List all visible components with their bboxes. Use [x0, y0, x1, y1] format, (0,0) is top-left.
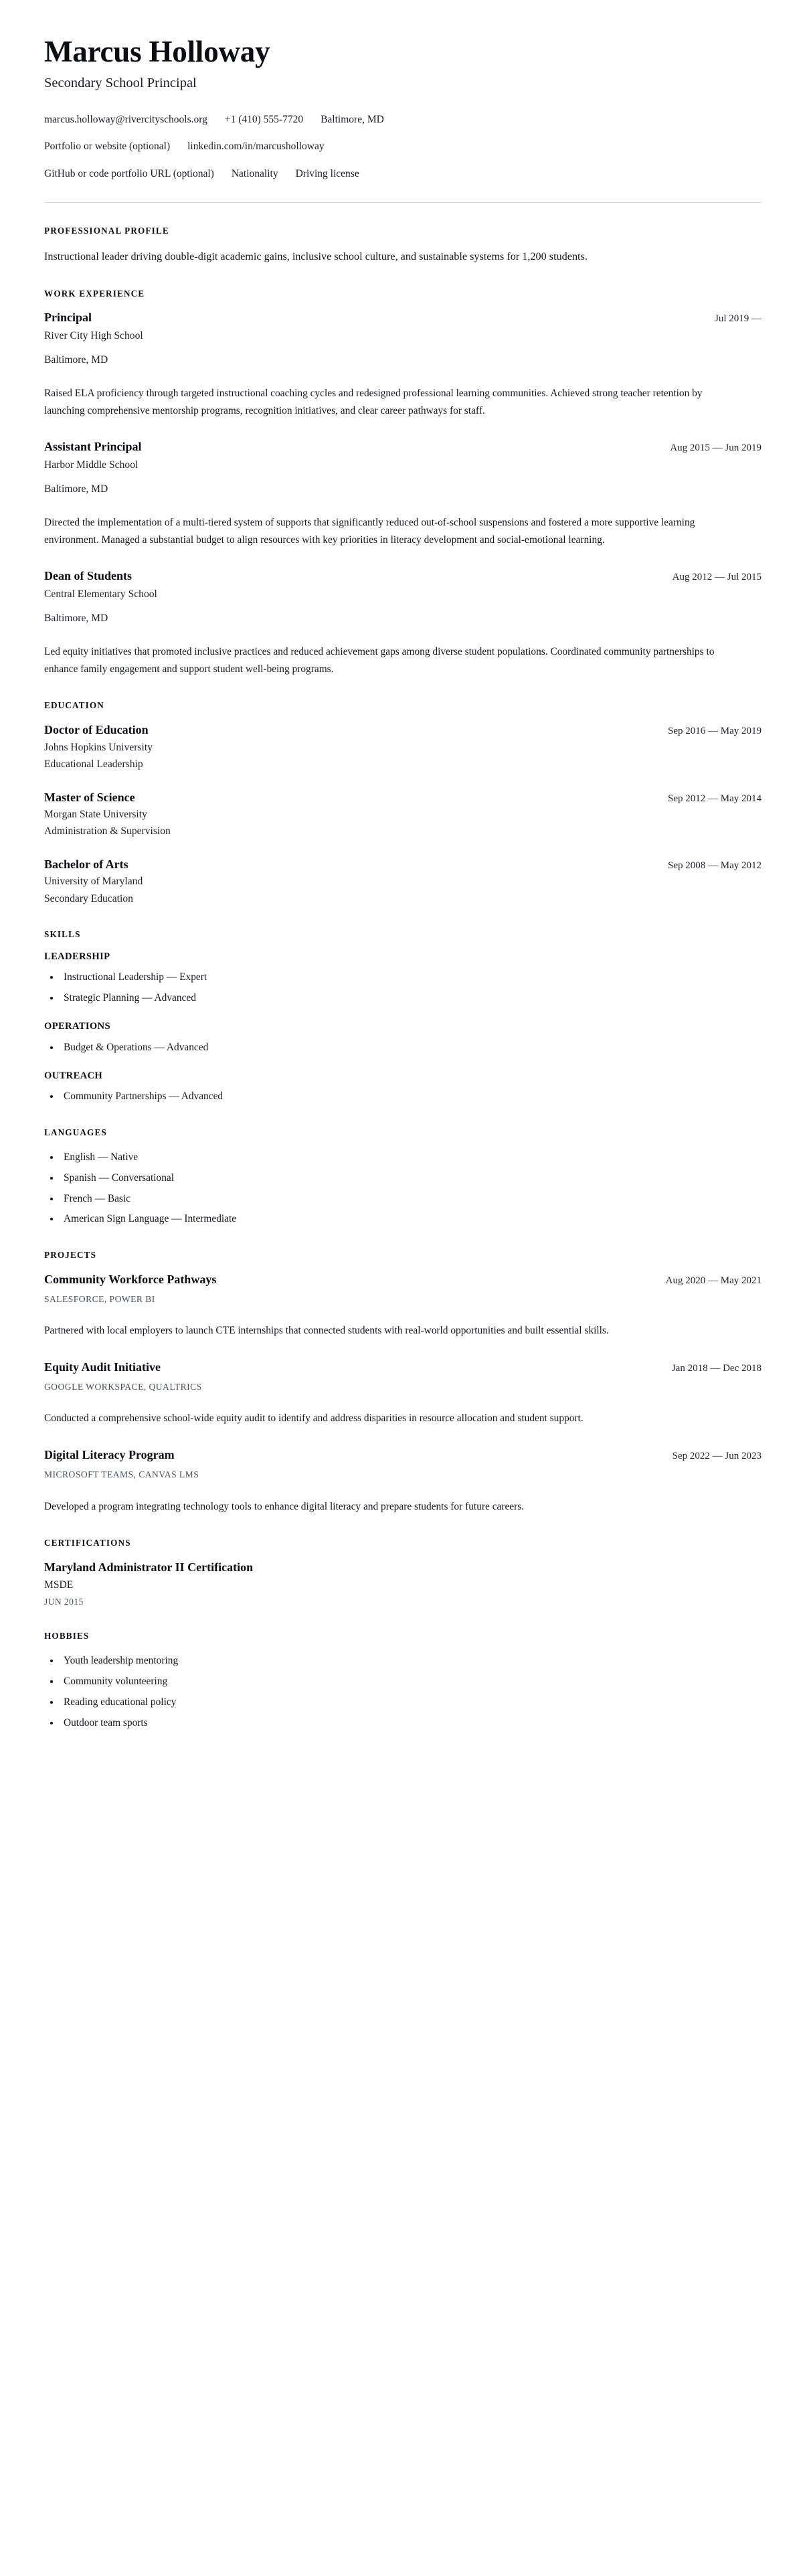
project-name: Equity Audit Initiative: [44, 1360, 161, 1374]
project-description: Developed a program integrating technology tools to enhance digital literacy and prepare students for future careers.: [44, 1500, 525, 1512]
contact-phone[interactable]: +1 (410) 555-7720: [224, 114, 304, 126]
list-item: Outdoor team sports: [44, 1715, 762, 1731]
contact-nationality: Nationality: [231, 167, 278, 179]
work-date-range: Jul 2019 —: [714, 313, 762, 325]
project-date-range: Aug 2020 — May 2021: [665, 1275, 762, 1287]
list-item: Strategic Planning — Advanced: [44, 990, 762, 1006]
education-date-range: Sep 2008 — May 2012: [668, 860, 762, 871]
work-date-range: Aug 2012 — Jul 2015: [672, 572, 762, 583]
section-title-skills: SKILLS: [44, 929, 81, 940]
project-description: Partnered with local employers to launch CTE internships that connected students with real-world opportunities and built essential skills.: [44, 1325, 609, 1337]
work-location: Baltimore, MD: [44, 613, 108, 625]
project-entry-head: [44, 1360, 762, 1376]
education-entry: [44, 857, 762, 906]
education-field: Administration & Supervision: [44, 825, 171, 837]
project-description: Conducted a comprehensive school-wide equity audit to identify and address disparities in resource allocation and student support.: [44, 1413, 584, 1425]
education-entry: [44, 790, 762, 839]
certification-name: Maryland Administrator II Certification: [44, 1560, 254, 1575]
project-entry: [44, 1272, 762, 1340]
skill-group-title: OUTREACH: [44, 1070, 103, 1081]
section-title-professional-profile: PROFESSIONAL PROFILE: [44, 226, 169, 236]
certification-date: JUN 2015: [44, 1597, 84, 1607]
project-date-range: Jan 2018 — Dec 2018: [671, 1363, 762, 1374]
work-entry-head: [44, 568, 762, 584]
work-job-title: Assistant Principal: [44, 440, 142, 454]
certification-entry: [44, 1560, 762, 1608]
section-title-certifications: CERTIFICATIONS: [44, 1538, 131, 1548]
certification-issuer: MSDE: [44, 1579, 74, 1591]
list-item: Spanish — Conversational: [44, 1170, 762, 1186]
work-location: Baltimore, MD: [44, 354, 108, 366]
work-entry: [44, 568, 762, 677]
skill-list: [44, 1040, 762, 1056]
education-degree: Doctor of Education: [44, 723, 149, 737]
list-item: Community Partnerships — Advanced: [44, 1089, 762, 1105]
section-title-work-experience: WORK EXPERIENCE: [44, 288, 145, 299]
skill-list: [44, 1089, 762, 1105]
section-work-experience: [44, 289, 762, 678]
resume-header: [44, 35, 762, 203]
work-entry: [44, 439, 762, 548]
education-date-range: Sep 2012 — May 2014: [668, 793, 762, 804]
project-entry-head: [44, 1447, 762, 1463]
contact-driving-license: Driving license: [295, 167, 359, 179]
contact-row-links: [44, 139, 762, 154]
candidate-headline: Secondary School Principal: [44, 76, 197, 91]
list-item: English — Native: [44, 1149, 762, 1165]
project-name: Community Workforce Pathways: [44, 1273, 217, 1287]
section-title-hobbies: HOBBIES: [44, 1631, 90, 1641]
section-education: [44, 700, 762, 906]
education-field: Secondary Education: [44, 892, 133, 904]
language-list: [44, 1149, 762, 1228]
work-description: Directed the implementation of a multi-tiered system of supports that significantly reduced out-of-school suspensions and fostered a more supportive learning environment. Managed a substantial budget to align resources with key priorities in literacy development and social-emotional learning.: [44, 516, 695, 546]
contact-github[interactable]: GitHub or code portfolio URL (optional): [44, 167, 214, 179]
project-entry: [44, 1360, 762, 1427]
work-organization: Central Elementary School: [44, 588, 157, 600]
work-entry-head: [44, 439, 762, 455]
contact-row-extra: [44, 167, 762, 181]
list-item: American Sign Language — Intermediate: [44, 1211, 762, 1227]
education-institution: University of Maryland: [44, 876, 143, 888]
work-organization: Harbor Middle School: [44, 459, 139, 471]
list-item: Reading educational policy: [44, 1694, 762, 1710]
section-languages: [44, 1127, 762, 1227]
project-date-range: Sep 2022 — Jun 2023: [672, 1451, 762, 1462]
section-title-education: EDUCATION: [44, 700, 104, 711]
list-item: Youth leadership mentoring: [44, 1653, 762, 1669]
education-institution: Morgan State University: [44, 809, 147, 821]
work-description: Raised ELA proficiency through targeted instructional coaching cycles and redesigned professional learning communities. Achieved strong teacher retention by launching comprehensive mentorship programs, recognition initiatives, and clear career pathways for staff.: [44, 387, 703, 416]
skill-list: [44, 969, 762, 1006]
certification-entry-head: [44, 1560, 762, 1575]
section-projects: [44, 1250, 762, 1515]
list-item: French — Basic: [44, 1191, 762, 1207]
skill-group: [44, 1070, 762, 1105]
contact-location: Baltimore, MD: [321, 114, 384, 126]
section-certifications: [44, 1538, 762, 1608]
work-organization: River City High School: [44, 329, 143, 341]
list-item: Community volunteering: [44, 1674, 762, 1690]
education-degree: Bachelor of Arts: [44, 857, 128, 871]
contact-row-primary: [44, 112, 762, 127]
work-entry: [44, 310, 762, 419]
project-entry: [44, 1447, 762, 1515]
hobby-list: [44, 1653, 762, 1731]
contact-linkedin[interactable]: linkedin.com/in/marcusholloway: [187, 141, 325, 153]
education-institution: Johns Hopkins University: [44, 741, 153, 753]
header-divider: [44, 202, 762, 203]
work-date-range: Aug 2015 — Jun 2019: [670, 442, 762, 454]
contact-portfolio[interactable]: Portfolio or website (optional): [44, 141, 171, 153]
section-title-languages: LANGUAGES: [44, 1127, 107, 1137]
education-degree: Master of Science: [44, 790, 135, 804]
project-stack: GOOGLE WORKSPACE, QUALTRICS: [44, 1381, 202, 1392]
education-entry-head: [44, 857, 762, 873]
skill-group-title: OPERATIONS: [44, 1021, 110, 1032]
education-entry-head: [44, 790, 762, 806]
section-hobbies: [44, 1631, 762, 1730]
skill-group: [44, 951, 762, 1006]
project-stack: MICROSOFT TEAMS, CANVAS LMS: [44, 1469, 199, 1479]
project-entry-head: [44, 1272, 762, 1288]
education-entry-head: [44, 722, 762, 738]
list-item: Budget & Operations — Advanced: [44, 1040, 762, 1056]
skill-group-title: LEADERSHIP: [44, 951, 110, 962]
skill-group: [44, 1021, 762, 1055]
project-name: Digital Literacy Program: [44, 1448, 175, 1462]
work-location: Baltimore, MD: [44, 483, 108, 495]
contact-email[interactable]: marcus.holloway@rivercityschools.org: [44, 114, 207, 126]
education-field: Educational Leadership: [44, 758, 143, 771]
section-title-projects: PROJECTS: [44, 1250, 97, 1261]
section-skills: [44, 929, 762, 1105]
professional-profile-text: Instructional leader driving double-digit academic gains, inclusive school culture, and sustainable systems for 1,200 students.: [44, 250, 588, 263]
education-date-range: Sep 2016 — May 2019: [668, 726, 762, 737]
education-entry: [44, 722, 762, 772]
work-job-title: Principal: [44, 311, 92, 325]
section-professional-profile: [44, 226, 762, 265]
list-item: Instructional Leadership — Expert: [44, 969, 762, 985]
work-entry-head: [44, 310, 762, 326]
work-description: Led equity initiatives that promoted inclusive practices and reduced achievement gaps among diverse student populations. Coordinated community partnerships to enhance family engagement and support student well-being programs.: [44, 645, 715, 675]
candidate-name: Marcus Holloway: [44, 35, 270, 68]
work-job-title: Dean of Students: [44, 569, 132, 583]
project-stack: SALESFORCE, POWER BI: [44, 1293, 155, 1304]
